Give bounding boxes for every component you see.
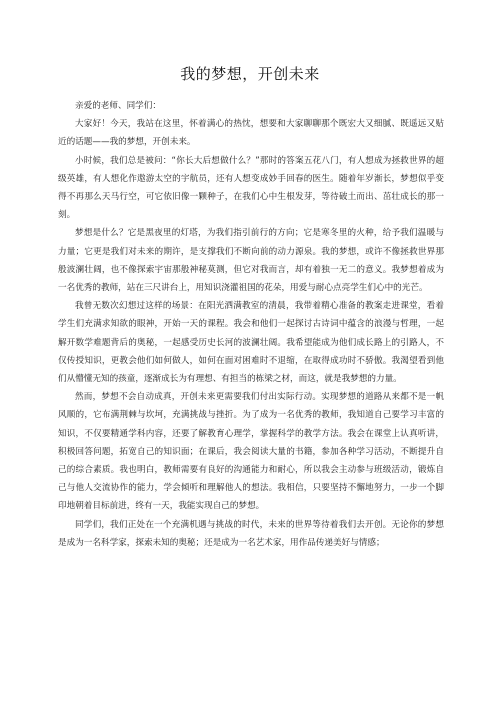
paragraph-4: 我曾无数次幻想过这样的场景：在阳光洒满教室的清晨，我带着精心准备的教案走进课堂，看着学生们充满求知欲的眼神，开始一天的课程。我会和他们一起探讨古诗词中蕴含的浪漫与哲理，一起解开数学难题背后的奥秘，一起感受历史长河的波澜壮阔。我希望能成为他们成长路上的引路人，不仅传授知识，更教会他们如何做人，如何在面对困难时不退缩，在取得成功时不骄傲。我渴望看到他们从懵懂无知的孩童，逐渐成长为有理想、有担当的栋梁之材，而这，就是我梦想的力量。: [58, 301, 444, 385]
paragraph-5: 然而，梦想不会自动成真，开创未来更需要我们付出实际行动。实现梦想的道路从来都不是一帆风顺的，它布满荆棘与坎坷，充满挑战与挫折。为了成为一名优秀的教师，我知道自己要学习丰富的知识，不仅要精通学科内容，还要了解教育心理学，掌握科学的教学方法。我会在课堂上认真听讲，积极回答问题，拓宽自己的知识面；在课后，我会阅读大量的书籍，参加各种学习活动，不断提升自己的综合素质。我也明白，教师需要有良好的沟通能力和耐心，所以我会主动参与班级活动，锻炼自己与他人交流协作的能力，学会倾听和理解他人的想法。我相信，只要坚持不懈地努力，一步一个脚印地朝着目标前进，终有一天，我能实现自己的梦想。: [58, 392, 444, 512]
salutation: 亲爱的老师、同学们：: [75, 101, 161, 111]
paragraph-3: 梦想是什么？它是黑夜里的灯塔，为我们指引前行的方向；它是寒冬里的火种，给予我们温暖与力量；它更是我们对未来的期许，是支撑我们不断向前的动力源泉。我的梦想，或许不像拯救世界那般波澜壮阔，也不像探索宇宙那般神秘莫测，但它对我而言，却有着独一无二的意义。我梦想着成为一名优秀的教师，站在三尺讲台上，用知识浇灌祖国的花朵，用爱与耐心点亮学生们心中的光芒。: [58, 228, 444, 294]
document-title: 我的梦想，开创未来: [180, 65, 320, 83]
paragraph-1: 大家好！今天，我站在这里，怀着满心的热忱，想要和大家聊聊那个既宏大又细腻、既遥远又贴近的话题——我的梦想，开创未来。: [58, 119, 444, 148]
paragraph-6: 同学们，我们正处在一个充满机遇与挑战的时代，未来的世界等待着我们去开创。无论你的梦想是成为一名科学家，探索未知的奥秘；还是成为一名艺术家，用作品传递美好与情感；: [58, 519, 444, 548]
document-body: [58, 97, 444, 552]
paragraph-2: 小时候，我们总是被问：“你长大后想做什么？”那时的答案五花八门，有人想成为拯救世界的超级英雄，有人想化作遨游太空的宇航员，还有人想变成妙手回春的医生。随着年岁渐长，梦想似乎变得不再那么天马行空，可它依旧像一颗种子，在我们心中生根发芽，等待破土而出、茁壮成长的那一刻。: [58, 155, 444, 221]
